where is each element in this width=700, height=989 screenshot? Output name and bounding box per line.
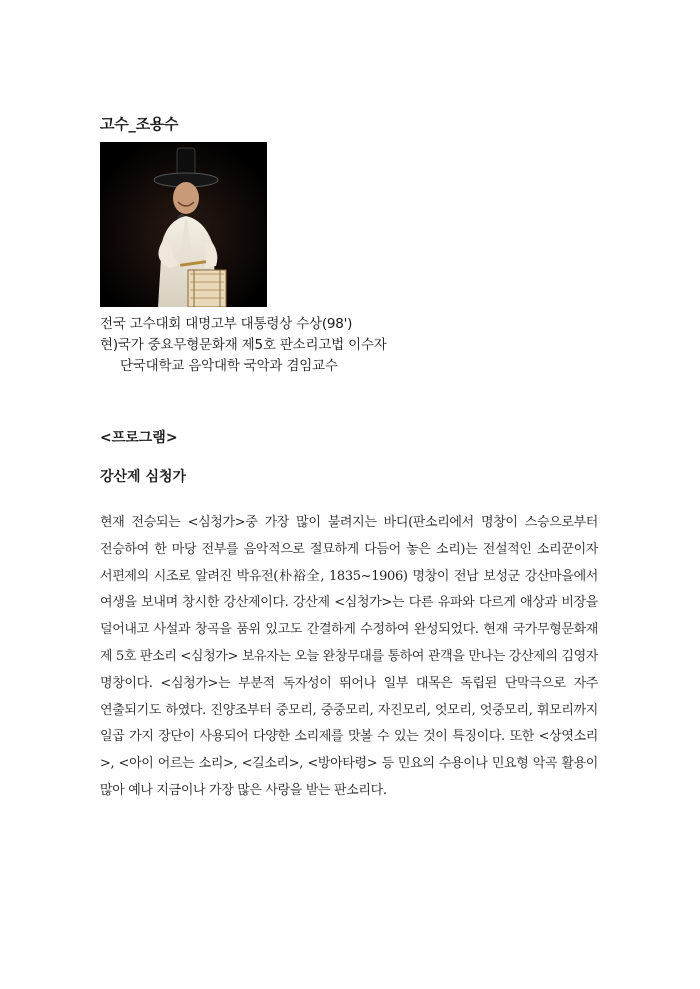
bio-block <box>100 314 387 377</box>
piece-title: 강산제 심청가 <box>100 469 187 485</box>
program-description: 현재 전승되는 <심청가>중 가장 많이 불려지는 바디(판소리에서 명창이 스승으로부터 전승하여 한 마당 전부를 음악적으로 절묘하게 다듬어 놓은 소리)는 전설적인 소리꾼이자 서편제의 시조로 알려진 박유전(朴裕全, 1835~1906) 명창이 전남 보성군 강산마을에서 여생을 보내며 창시한 강산제이다. 강산제 <심청가>는 다른 유파와 다르게 애상과 비장을 덜어내고 사설과 창곡을 품위 있고도 간결하게 수정하여 완성되었다. 현재 국가무형문화재 제 5호 판소리 <심청가> 보유자는 오늘 완창무대를 통하여 관객을 만나는 강산제의 김영자 명창이다. <심청가>는 부분적 독자성이 뛰어나 일부 대목은 독립된 단막극으로 자주 연출되기도 하였다. 진양조부터 중모리, 중중모리, 자진모리, 엇모리, 엇중모리, 휘모리까지 일곱 가지 장단이 사용되어 다양한 소리제를 맛볼 수 있는 것이 특징이다. 또한 <상엿소리>, <아이 어르는 소리>, <길소리>, <방아타령> 등 민요의 수용이나 민요형 악곡 활용이 많아 예나 지금이나 가장 많은 사랑을 받는 판소리다. <box>100 515 598 798</box>
bio-line: 단국대학교 음악대학 국악과 겸임교수 <box>120 358 338 374</box>
page-title: 고수_조용수 <box>100 115 179 133</box>
performer-illustration <box>100 142 267 307</box>
program-heading: <프로그램> <box>100 430 178 446</box>
performer-photo <box>100 142 267 307</box>
bio-line: 현)국가 중요무형문화재 제5호 판소리고법 이수자 <box>100 337 387 353</box>
bio-line: 전국 고수대회 대명고부 대통령상 수상(98') <box>100 316 353 332</box>
